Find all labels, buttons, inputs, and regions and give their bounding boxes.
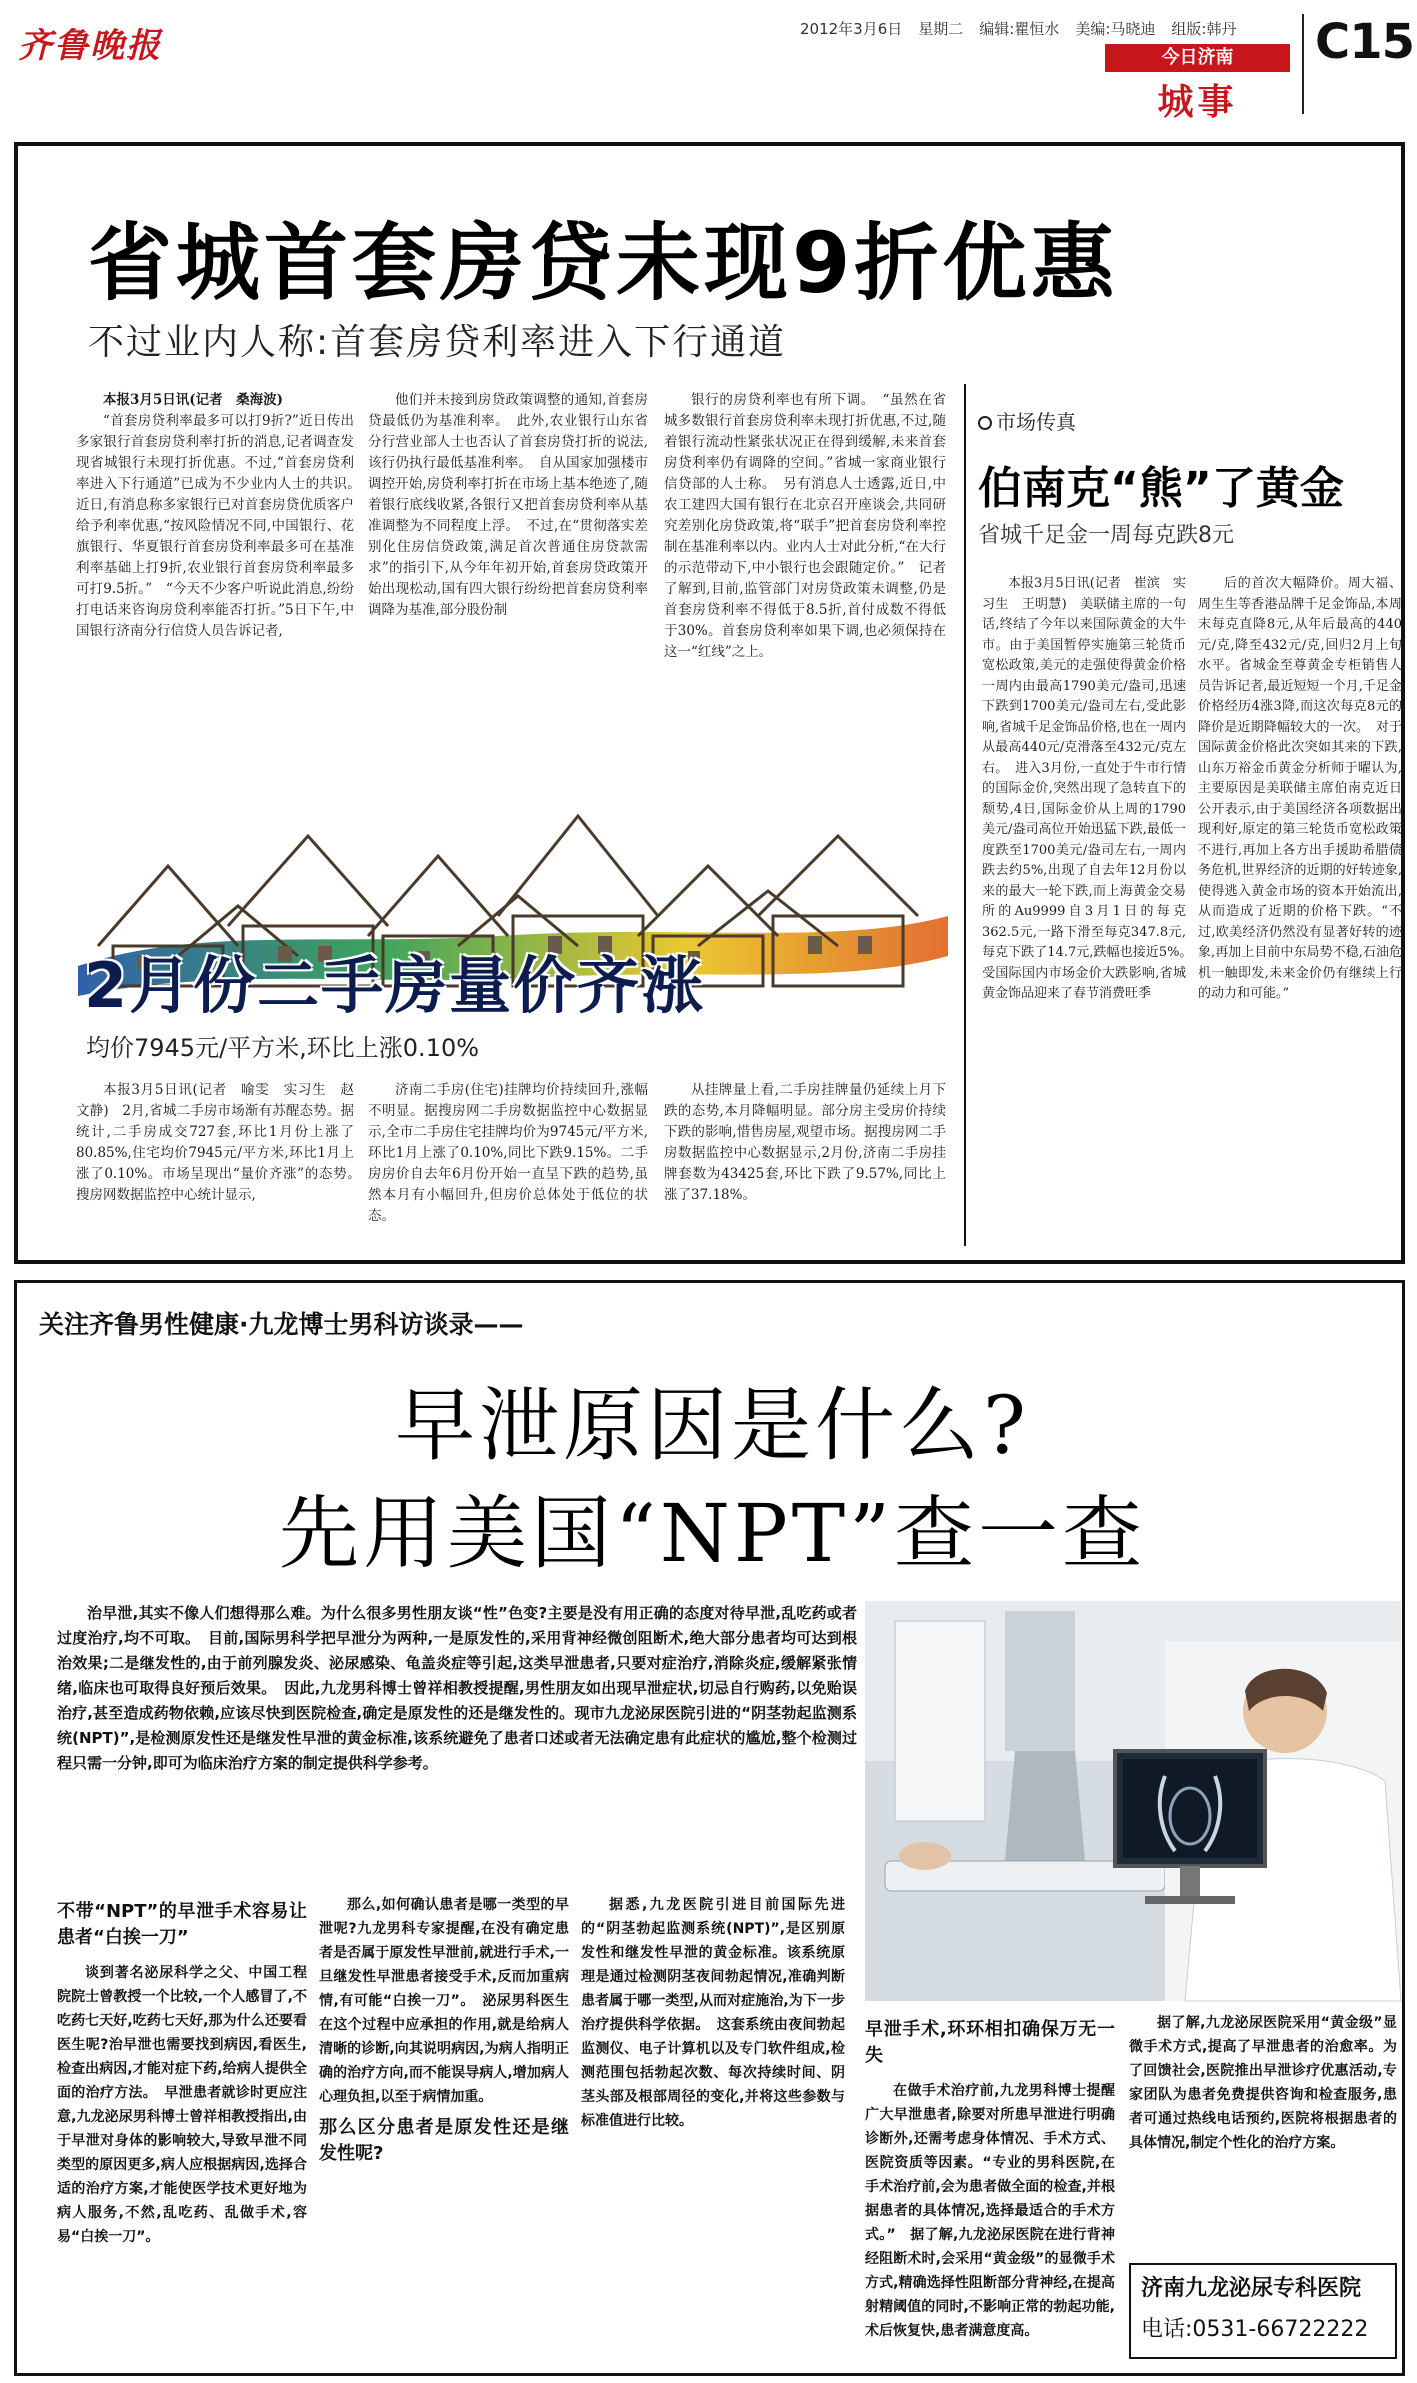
clinic-name: 济南九龙泌尿专科医院 xyxy=(1141,2276,1362,2301)
section-title: 城事 xyxy=(1157,82,1238,123)
second-subhead: 均价7945元/平方米,环比上涨0.10% xyxy=(86,1034,480,1062)
main-dateline: 本报3月5日讯(记者 桑海波) xyxy=(103,392,284,408)
ad-column-1 xyxy=(57,1893,307,2363)
ad-section-3-title: 早泄手术,环环相扣确保万无一失 xyxy=(865,2019,1115,2066)
ad-section-1-text: 谈到著名泌尿科学之父、中国工程院院士曾教授一个比较,一个人感冒了,不吃药七天好,吃药七天好,那为什么还要看医生呢?治早泄也需要找到病因,看医生,检查出病因,才能对症下药,给病人提供全面的治疗方法。 早泄患者就诊时更应注意,九龙泌尿男科博士曾祥相教授指出,由于早泄对身体的影响较大,导致早泄不同类型的原因更多,病人应根据病因,选择合适的治疗方案,才能使医学技术更好地为病人服务,不然,乱吃药、乱做手术,容易“白挨一刀”。 xyxy=(57,1965,307,2245)
masthead-divider xyxy=(1302,14,1304,114)
market-article-col-2 xyxy=(1198,574,1402,1234)
ad-column-4 xyxy=(865,2011,1115,2363)
ad-kicker: 关注齐鲁男性健康·九龙博士男科访谈录—— xyxy=(39,1310,524,1339)
ad-section-2-title: 那么区分患者是原发性还是继发性呢? xyxy=(319,2117,569,2164)
main-article-text-3: 银行的房贷利率也有所下调。 “虽然在省城多数银行首套房贷利率未现打折优惠,不过,随着银行流动性紧张状况正在得到缓解,未来首套房贷利率仍有调降的空间。”省城一家商业银行信贷部的人士称。 另有消息人士透露,近日,中农工建四大国有银行在北京召开座谈会,共同研究差别化房贷政策,将“联手”把首套房贷利率控制在基准利率以内。业内人士对此分析,“在大行的示范带动下,中小银行也会跟随定价。” 记者了解到,目前,监管部门对房贷政策未调整,仍是首套房贷利率不得低于8.5折,首付成数不得低于30%。首套房贷利率如果下调,也必须保持在这一“红线”之上。 xyxy=(664,392,946,660)
second-headline: 2月份二手房量价齐涨 xyxy=(84,949,706,1022)
clinic-contact-box xyxy=(1129,2263,1397,2359)
main-article-col-3 xyxy=(664,390,946,756)
layout-editor-credit: 组版:韩丹 xyxy=(1171,20,1237,38)
art-editor-credit: 美编:马晓迪 xyxy=(1075,20,1156,38)
news-box xyxy=(14,142,1405,1264)
ad-column-3 xyxy=(581,1893,845,2363)
ad-lead-text: 治早泄,其实不像人们想得那么难。为什么很多男性朋友谈“性”色变?主要是没有用正确的态度对待早泄,乱吃药或者过度治疗,均不可取。 目前,国际男科学把早泄分为两种,一是原发性的,采用背神经微创阻断术,绝大部分患者均可达到根治效果;二是继发性的,由于前列腺发炎、泌尿感染、龟盖炎症等引起,这类早泄患者,只要对症治疗,消除炎症,缓解紧张情绪,临床也可取得良好预后效果。 因此,九龙男科博士曾祥相教授提醒,男性朋友如出现早泄症状,切忌自行购药,以免贻误治疗,甚至造成药物依赖,应该尽快到医院检查,确定是原发性的还是继发性的。现市九龙泌尿医院引进的“阴茎勃起监测系统(NPT)”,是检测原发性还是继发性早泄的黄金标准,该系统避免了患者口述或者无法确定患有此症状的尴尬,整个检测过程只需一分钟,即可为临床治疗方案的制定提供科学参考。 xyxy=(57,1604,857,1772)
main-subhead: 不过业内人称:首套房贷利率进入下行通道 xyxy=(88,322,787,363)
advertorial-box xyxy=(14,1280,1405,2376)
ad-section-1-title: 不带“NPT”的早泄手术容易让患者“白挨一刀” xyxy=(57,1901,307,1948)
second-article-text-2: 济南二手房(住宅)挂牌均价持续回升,涨幅不明显。据搜房网二手房数据监控中心数据显示,全市二手房住宅挂牌均价为9745元/平方米,环比1月上涨了0.10%,同比下跌9.15%。二手房房价自去年6月份开始一直呈下跌的趋势,虽然本月有小幅回升,但房价总体处于低位的状态。 xyxy=(368,1082,648,1224)
issue-date: 2012年3月6日 xyxy=(800,20,903,38)
second-article-col-2 xyxy=(368,1080,648,1270)
ad-section-4-text: 据了解,九龙泌尿医院采用“黄金级”显微手术方式,提高了早泄患者的治愈率。为了回馈社会,医院推出早泄诊疗优惠活动,专家团队为患者免费提供咨询和检查服务,患者可通过热线电话预约,医院将根据患者的具体情况,制定个性化的治疗方案。 xyxy=(1129,2015,1397,2151)
market-column-label xyxy=(978,406,1076,435)
main-article-text-1: “首套房贷利率最多可以打9折?”近日传出多家银行首套房贷利率打折的消息,记者调查发现省城银行未现打折优惠。不过,“首套房贷利率进入下行通道”已成为不少业内人士的共识。 近日,有消息称多家银行已对首套房贷优质客户给予利率优惠,“按风险情况不同,中国银行、花旗银行、华夏银行首套房贷利率最多可在基准利率基础上打9折,农业银行首套房贷利率最多可打9.5折。” “今天不少客户听说此消息,纷纷打电话来咨询房贷利率能否打折。”5日下午,中国银行济南分行信贷人员告诉记者, xyxy=(76,413,368,639)
market-headline: 伯南克“熊”了黄金 xyxy=(978,463,1344,514)
doctor-monitor-photo xyxy=(865,1601,1401,2001)
market-subhead: 省城千足金一周每克跌8元 xyxy=(978,523,1234,548)
ad-section-3-text: 在做手术治疗前,九龙男科博士提醒广大早泄患者,除要对所患早泄进行明确诊断外,还需考虑身体情况、手术方式、医院资质等因素。“专业的男科医院,在手术治疗前,会为患者做全面的检查,并根据患者的具体情况,选择最适合的手术方式。” 据了解,九龙泌尿医院在进行背神经阻断术时,会采用“黄金级”的显微手术方式,精确选择性阻断部分背神经,在提高射精阈值的同时,不影响正常的勃起功能,术后恢复快,患者满意度高。 xyxy=(865,2083,1115,2339)
market-label-text: 市场传真 xyxy=(996,410,1076,434)
main-article-col-1 xyxy=(76,390,368,826)
ad-section-2-text: 据悉,九龙医院引进目前国际先进的“阴茎勃起监测系统(NPT)”,是区别原发性和继发性早泄的黄金标准。该系统原理是通过检测阴茎夜间勃起情况,准确判断患者属于哪一类型,从而对症施治,为下一步治疗提供科学依据。 这套系统由夜间勃起监测仪、电子计算机以及专门软件组成,检测范围包括勃起次数、每次持续时间、阴茎头部及根部周径的变化,并将这些参数与标准值进行比较。 xyxy=(581,1897,845,2129)
bullet-circle-icon xyxy=(978,416,992,430)
ad-headline-2: 先用美国“NPT”查一查 xyxy=(279,1487,1146,1580)
ad-column-5 xyxy=(1129,2011,1397,2251)
main-headline: 省城首套房贷未现9折优惠 xyxy=(88,214,1119,312)
ad-section-1-text-cont: 那么,如何确认患者是哪一类型的早泄呢?九龙男科专家提醒,在没有确定患者是否属于原发性早泄前,就进行手术,一旦继发性早泄患者接受手术,反而加重病情,有可能“白挨一刀”。 泌尿男科医生在这个过程中应承担的作用,就是给病人清晰的诊断,向其说明病因,为病人指明正确的治疗方向,而不能误导病人,增加病人心理负担,以至于病情加重。 xyxy=(319,1897,569,2105)
page-number: C15 xyxy=(1315,14,1415,70)
issue-meta xyxy=(800,18,1236,39)
market-article-col-1 xyxy=(982,574,1200,1234)
ad-lead-paragraph xyxy=(57,1601,857,1881)
clinic-phone: 电话:0531-66722222 xyxy=(1141,2317,1369,2342)
newspaper-logo: 齐鲁晚报 xyxy=(18,26,162,66)
column-divider xyxy=(964,384,966,1246)
second-article-col-1 xyxy=(76,1080,368,1270)
second-article-text-1: 本报3月5日讯(记者 喻雯 实习生 赵文静) 2月,省城二手房市场渐有苏醒态势。据统计,二手房成交727套,环比1月份上涨了80.85%,住宅均价7945元/平方米,环比1月上涨了0.10%。市场呈现出“量价齐涨”的态势。 搜房网数据监控中心统计显示, xyxy=(76,1082,368,1203)
editor-credit: 编辑:瞿恒水 xyxy=(979,20,1060,38)
market-article-text-2: 后的首次大幅降价。周大福、周生生等香港品牌千足金饰品,本周末每克直降8元,从年后最高的440元/克,降至432元/克,回归2月上旬水平。省城金至尊黄金专柜销售人员告诉记者,最近短短一个月,千足金价格经历4涨3降,而这次每克8元的降价是近期降幅较大的一次。 对于国际黄金价格此次突如其来的下跌,山东万裕金币黄金分析师于曜认为,主要原因是美联储主席伯南克近日公开表示,由于美国经济各项数据出现利好,原定的第三轮货币宽松政策不进行,再加上各方出手援助希腊债务危机,世界经济的近期的好转迹象,使得逃入黄金市场的资本开始流出,从而造成了近期的价格下跌。“不过,欧美经济仍然没有显著好转的迹象,再加上目前中东局势不稳,石油危机一触即发,未来金价仍有继续上行的动力和可能。” xyxy=(1198,576,1402,1001)
section-tag: 今日济南 xyxy=(1105,44,1290,72)
second-article-text-3: 从挂牌量上看,二手房挂牌量仍延续上月下跌的态势,本月降幅明显。部分房主受房价持续下跌的影响,惜售房屋,观望市场。据搜房网二手房数据监控中心数据显示,2月份,济南二手房挂牌套数为43425套,环比下跌了9.57%,同比上涨了37.18%。 xyxy=(664,1082,946,1203)
ad-column-2 xyxy=(319,1893,569,2363)
issue-weekday: 星期二 xyxy=(918,20,964,38)
masthead xyxy=(0,0,1417,140)
main-article-col-2 xyxy=(368,390,648,770)
main-article-text-2: 他们并未接到房贷政策调整的通知,首套房贷最低仍为基准利率。 此外,农业银行山东省分行营业部人士也否认了首套房贷打折的说法,该行仍执行最低基准利率。 自从国家加强楼市调控开始,房贷利率打折在市场上基本绝迹了,随着银行底线收紧,各银行又把首套房贷利率从基准调整为不同程度上浮。 不过,在“贯彻落实差别化住房信贷政策,满足首次普通住房贷款需求”的指引下,从今年年初开始,首套房贷政策开始出现松动,国有四大银行纷纷把首套房贷利率调降为基准,部分股份制 xyxy=(368,392,648,618)
ad-headline-1: 早泄原因是什么? xyxy=(395,1379,1030,1472)
market-article-text-1: 本报3月5日讯(记者 崔滨 实习生 王明慧) 美联储主席的一句话,终结了今年以来国际黄金的大牛市。由于美国暂停实施第三轮货币宽松政策,美元的走强使得黄金价格一周内由最高1790美元/盎司,迅速下跌到1700美元/盎司左右,受此影响,省城千足金饰品价格,也在一周内从最高440元/克滑落至432元/克左右。 进入3月份,一直处于牛市行情的国际金价,突然出现了急转直下的颓势,4日,国际金价从上周的1790美元/盎司高位开始迅猛下跌,最低一度跌至1700美元/盎司左右,一周内跌去约5%,出现了自去年12月份以来的最大一轮下跌,而上海黄金交易所的Au9999自3月1日的每克362.5元,一路下滑至每克347.8元,每克下跌了14.7元,跌幅也接近5%。 受国际国内市场金价大跌影响,省城黄金饰品迎来了春节消费旺季 xyxy=(982,576,1200,1001)
second-article-col-3 xyxy=(664,1080,946,1270)
